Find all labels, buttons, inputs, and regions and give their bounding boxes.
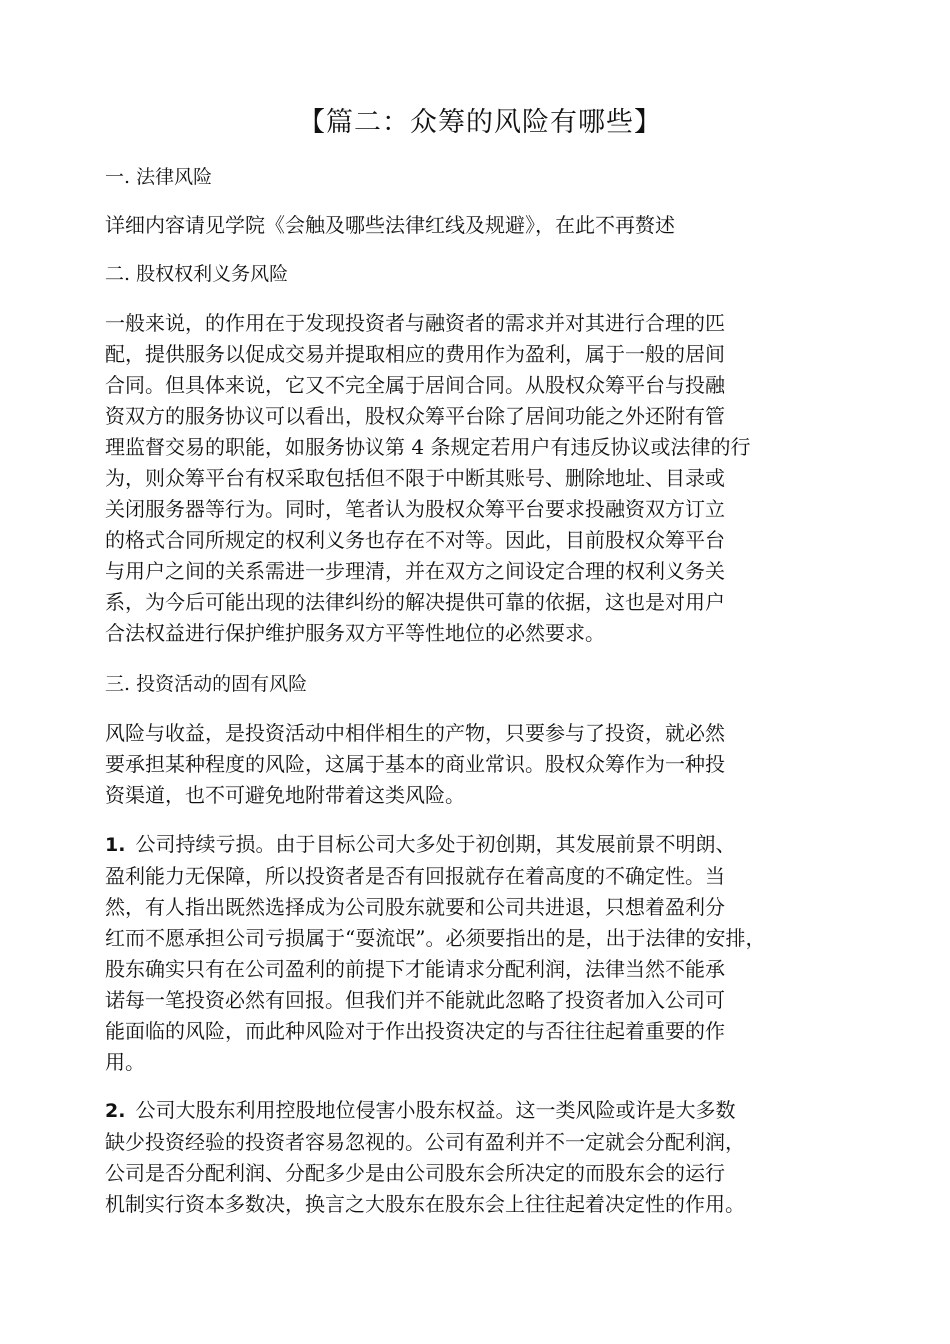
item-number: 2. <box>105 1100 126 1122</box>
paragraph-line: 系，为今后可能出现的法律纠纷的解决提供可靠的依据，这也是对用户 <box>105 590 725 614</box>
item-line: 公司是否分配利润、分配多少是由公司股东会所决定的而股东会的运行 <box>105 1161 725 1185</box>
section-paragraph-equity-rights-risk <box>105 308 850 649</box>
paragraph-line: 详细内容请见学院《会触及哪些法律红线及规避》，在此不再赘述 <box>105 213 675 237</box>
paragraph-line: 关闭服务器等行为。同时，笔者认为股权众筹平台要求投融资双方订立 <box>105 497 725 521</box>
item-line: 缺少投资经验的投资者容易忽视的。公司有盈利并不一定就会分配利润， <box>105 1130 745 1154</box>
paragraph-line: 配，提供服务以促成交易并提取相应的费用作为盈利，属于一般的居间 <box>105 342 725 366</box>
section-heading-equity-rights-risk: 二. 股权权利义务风险 <box>105 263 289 285</box>
item-line: 红而不愿承担公司亏损属于“耍流氓”。必须要指出的是，出于法律的安排， <box>105 926 766 950</box>
paragraph-line: 为，则众筹平台有权采取包括但不限于中断其账号、删除地址、目录或 <box>105 466 725 490</box>
item-line: 然，有人指出既然选择成为公司股东就要和公司共进退，只想着盈利分 <box>105 895 725 919</box>
item-line: 公司持续亏损。由于目标公司大多处于初创期，其发展前景不明朗、 <box>135 832 736 856</box>
paragraph-line: 合同。但具体来说，它又不完全属于居间合同。从股权众筹平台与投融 <box>105 373 725 397</box>
paragraph-line: 一般来说，的作用在于发现投资者与融资者的需求并对其进行合理的匹 <box>105 311 725 335</box>
section-paragraph-inherent-investment-risk <box>105 718 850 811</box>
paragraph-line: 要承担某种程度的风险，这属于基本的商业常识。股权众筹作为一种投 <box>105 752 725 776</box>
item-line: 股东确实只有在公司盈利的前提下才能请求分配利润，法律当然不能承 <box>105 957 725 981</box>
document-title: 【篇二：众筹的风险有哪些】 <box>298 107 662 138</box>
item-line: 公司大股东利用控股地位侵害小股东权益。这一类风险或许是大多数 <box>135 1098 736 1122</box>
item-line: 机制实行资本多数决，换言之大股东在股东会上往往起着决定性的作用。 <box>105 1192 745 1216</box>
numbered-item-major-shareholder-abuse <box>105 1095 850 1220</box>
item-number: 1. <box>105 834 126 856</box>
paragraph-line: 合法权益进行保护维护服务双方平等性地位的必然要求。 <box>105 621 605 645</box>
item-line: 用。 <box>105 1050 145 1074</box>
section-heading-legal-risk: 一. 法律风险 <box>105 166 213 188</box>
item-line: 诺每一笔投资必然有回报。但我们并不能就此忽略了投资者加入公司可 <box>105 988 725 1012</box>
paragraph-line: 的格式合同所规定的权利义务也存在不对等。因此，目前股权众筹平台 <box>105 528 725 552</box>
item-line: 盈利能力无保障，所以投资者是否有回报就存在着高度的不确定性。当 <box>105 864 725 888</box>
item-first-line <box>105 1095 850 1127</box>
item-first-line <box>105 829 850 861</box>
section-paragraph-legal-risk <box>105 210 850 241</box>
item-line: 能面临的风险，而此种风险对于作出投资决定的与否往往起着重要的作 <box>105 1019 725 1043</box>
section-heading-inherent-investment-risk: 三. 投资活动的固有风险 <box>105 673 308 695</box>
paragraph-line: 风险与收益，是投资活动中相伴相生的产物，只要参与了投资，就必然 <box>105 721 725 745</box>
paragraph-line: 资双方的服务协议可以看出，股权众筹平台除了居间功能之外还附有管 <box>105 404 725 428</box>
paragraph-line: 与用户之间的关系需进一步理清，并在双方之间设定合理的权利义务关 <box>105 559 725 583</box>
numbered-item-continuous-losses <box>105 829 850 1078</box>
paragraph-line: 理监督交易的职能，如服务协议第 4 条规定若用户有违反协议或法律的行 <box>105 435 751 459</box>
paragraph-line: 资渠道，也不可避免地附带着这类风险。 <box>105 783 465 807</box>
